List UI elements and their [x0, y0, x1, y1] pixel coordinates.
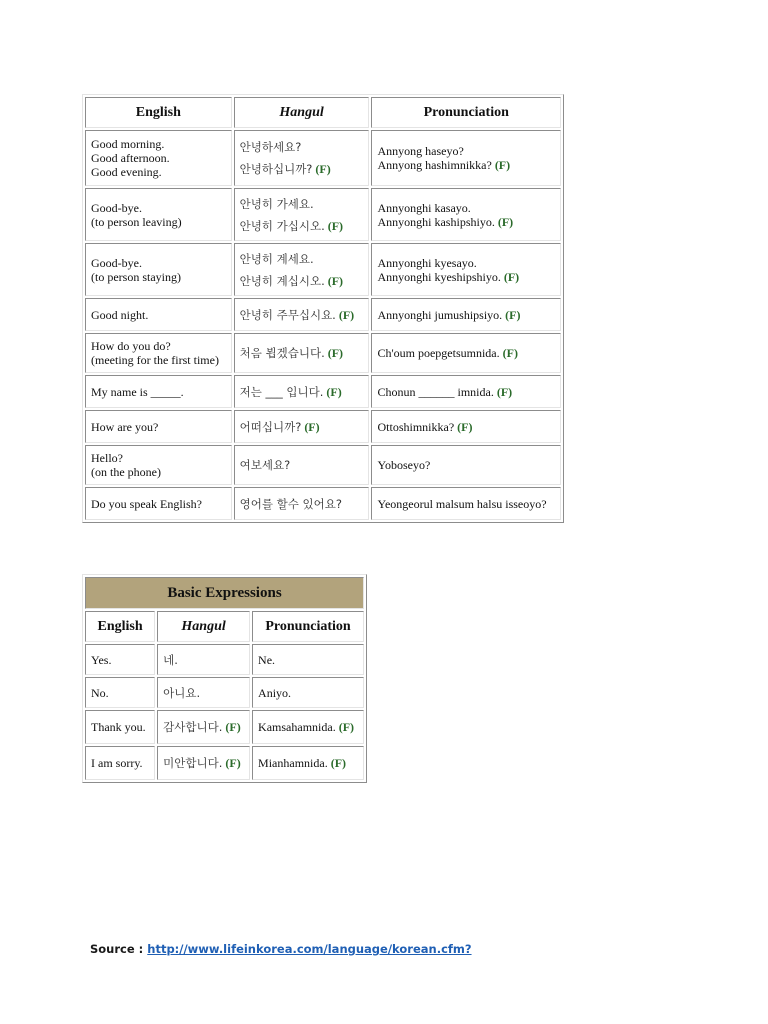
- source-line: [90, 942, 472, 956]
- source-link[interactable]: http://www.lifeinkorea.com/language/korean.cfm?: [147, 942, 472, 956]
- pronunciation-cell: [371, 298, 561, 331]
- formal-marker: (F): [502, 346, 518, 360]
- pronunciation-line: [258, 653, 358, 667]
- header-english: English: [85, 611, 155, 642]
- source-label: Source :: [90, 942, 148, 956]
- formal-marker: (F): [497, 214, 514, 229]
- pronunciation-text: Ch'oum poepgetsumnida.: [377, 346, 500, 360]
- english-text: (to person leaving): [91, 214, 182, 229]
- formal-marker: (F): [503, 269, 520, 284]
- english-cell: [85, 644, 155, 675]
- pronunciation-cell: [252, 644, 364, 675]
- hangul-text: 어떠십니까?: [239, 419, 302, 434]
- hangul-text: 안녕히 가세요.: [239, 196, 314, 211]
- pronunciation-cell: [371, 243, 561, 296]
- table-row: [85, 710, 364, 744]
- pronunciation-line: [377, 458, 555, 472]
- formal-marker: (F): [505, 307, 521, 322]
- table-row: [85, 130, 561, 186]
- hangul-cell: [157, 644, 250, 675]
- hangul-line: [240, 158, 364, 180]
- formal-marker: (F): [327, 273, 344, 288]
- pronunciation-line: [377, 420, 555, 434]
- hangul-text: 안녕히 계십시오.: [239, 273, 325, 288]
- header-english: English: [85, 97, 232, 128]
- english-text: Good morning.: [91, 137, 165, 151]
- pronunciation-text: Mianhamnida.: [258, 756, 328, 770]
- english-text: Do you speak English?: [91, 496, 202, 511]
- pronunciation-text: Ne.: [258, 652, 276, 667]
- pronunciation-text: Yoboseyo?: [377, 458, 431, 472]
- pronunciation-line: [377, 270, 555, 284]
- english-cell: [85, 445, 232, 485]
- table-row: [85, 375, 561, 408]
- pronunciation-line: [258, 720, 358, 734]
- hangul-line: [240, 248, 364, 270]
- table-row: [85, 677, 364, 708]
- hangul-line: [163, 682, 244, 704]
- english-text: Good afternoon.: [91, 151, 170, 165]
- table-row: [85, 644, 364, 675]
- hangul-text: 안녕히 주무십시요.: [239, 307, 336, 322]
- english-text: (meeting for the first time): [91, 353, 219, 367]
- pronunciation-line: [377, 144, 555, 158]
- hangul-cell: [234, 375, 370, 408]
- hangul-text: 처음 뵙겠습니다.: [239, 346, 325, 360]
- formal-marker: (F): [330, 756, 347, 770]
- header-hangul: Hangul: [234, 97, 370, 128]
- hangul-line: [163, 716, 244, 738]
- table-caption: Basic Expressions: [85, 577, 364, 609]
- hangul-cell: [157, 746, 250, 780]
- hangul-line: [240, 416, 364, 438]
- pronunciation-text: Annyonghi jumushipsiyo.: [377, 307, 503, 322]
- basic-header-row: [85, 611, 364, 642]
- hangul-text: 미안합니다.: [163, 756, 223, 770]
- pronunciation-line: [377, 201, 555, 215]
- english-cell: [85, 243, 232, 296]
- pronunciation-line: [377, 385, 555, 399]
- hangul-text: 아니요.: [163, 685, 201, 700]
- pronunciation-cell: [371, 445, 561, 485]
- english-text: Good night.: [91, 307, 149, 322]
- hangul-text: 영어를 할수 있어요?: [239, 496, 342, 511]
- pronunciation-text: Kamsahamnida.: [258, 720, 336, 734]
- hangul-cell: [234, 130, 370, 186]
- hangul-text: 안녕히 계세요.: [239, 251, 314, 266]
- pronunciation-text: Annyonghi kasayo.: [377, 200, 471, 215]
- hangul-cell: [234, 487, 370, 520]
- pronunciation-cell: [371, 333, 561, 373]
- english-cell: [85, 410, 232, 443]
- table-row: [85, 445, 561, 485]
- header-hangul: Hangul: [157, 611, 250, 642]
- hangul-cell: [234, 333, 370, 373]
- english-cell: [85, 746, 155, 780]
- formal-marker: (F): [496, 384, 513, 399]
- pronunciation-cell: [371, 410, 561, 443]
- header-pronunciation: Pronunciation: [371, 97, 561, 128]
- hangul-cell: [234, 445, 370, 485]
- english-cell: [85, 298, 232, 331]
- hangul-text: 여보세요?: [239, 458, 291, 472]
- english-cell: [85, 677, 155, 708]
- hangul-cell: [157, 677, 250, 708]
- english-text: Good evening.: [91, 165, 162, 179]
- pronunciation-line: [258, 756, 358, 770]
- pronunciation-line: [377, 215, 555, 229]
- formal-marker: (F): [457, 419, 473, 434]
- english-text: Hello?: [91, 451, 123, 465]
- hangul-line: [240, 454, 364, 476]
- pronunciation-cell: [371, 130, 561, 186]
- table-row: [85, 487, 561, 520]
- english-cell: [85, 130, 232, 186]
- english-text: Good-bye.: [91, 255, 142, 270]
- english-cell: [85, 487, 232, 520]
- table-row: [85, 298, 561, 331]
- pronunciation-line: [377, 158, 555, 172]
- pronunciation-cell: [252, 677, 364, 708]
- header-pronunciation: Pronunciation: [252, 611, 364, 642]
- formal-marker: (F): [225, 756, 241, 770]
- hangul-line: [240, 136, 364, 158]
- hangul-text: 네.: [163, 652, 178, 667]
- formal-marker: (F): [338, 307, 355, 322]
- english-text: Thank you.: [91, 720, 146, 734]
- english-text: Yes.: [91, 652, 112, 667]
- hangul-text: 저는 ___ 입니다.: [239, 384, 324, 399]
- formal-marker: (F): [326, 384, 342, 399]
- english-text: I am sorry.: [91, 756, 143, 770]
- english-cell: [85, 710, 155, 744]
- hangul-line: [240, 304, 364, 326]
- english-text: How do you do?: [91, 339, 171, 353]
- pronunciation-line: [377, 497, 555, 511]
- pronunciation-cell: [252, 746, 364, 780]
- formal-marker: (F): [494, 158, 511, 172]
- hangul-cell: [234, 410, 370, 443]
- hangul-cell: [234, 243, 370, 296]
- caption-row: [85, 577, 364, 609]
- formal-marker: (F): [338, 720, 355, 734]
- hangul-line: [240, 270, 364, 292]
- english-text: No.: [91, 685, 109, 700]
- hangul-cell: [234, 188, 370, 241]
- hangul-line: [240, 342, 364, 364]
- english-text: (to person staying): [91, 269, 181, 284]
- hangul-line: [163, 649, 244, 671]
- pronunciation-text: Annyonghi kyeshipshiyo.: [377, 269, 501, 284]
- pronunciation-line: [377, 346, 555, 360]
- pronunciation-text: Chonun ______ imnida.: [377, 384, 494, 399]
- pronunciation-line: [377, 256, 555, 270]
- formal-marker: (F): [315, 162, 331, 176]
- pronunciation-text: Annyonghi kashipshiyo.: [377, 214, 495, 229]
- phrases-header-row: [85, 97, 561, 128]
- pronunciation-line: [258, 686, 358, 700]
- pronunciation-cell: [252, 710, 364, 744]
- table-row: [85, 333, 561, 373]
- pronunciation-text: Annyong hashimnikka?: [377, 158, 492, 172]
- formal-marker: (F): [327, 218, 344, 233]
- pronunciation-cell: [371, 188, 561, 241]
- hangul-line: [240, 215, 364, 237]
- hangul-text: 안녕하십니까?: [239, 162, 313, 176]
- hangul-line: [240, 493, 364, 515]
- hangul-text: 안녕하세요?: [239, 140, 302, 154]
- formal-marker: (F): [327, 346, 344, 360]
- table-row: [85, 243, 561, 296]
- basic-expressions-table: [82, 574, 367, 783]
- hangul-line: [240, 381, 364, 403]
- pronunciation-text: Annyong haseyo?: [377, 144, 464, 158]
- formal-marker: (F): [304, 419, 320, 434]
- table-row: [85, 188, 561, 241]
- table-row: [85, 410, 561, 443]
- hangul-line: [240, 193, 364, 215]
- pronunciation-text: Ottoshimnikka?: [377, 419, 455, 434]
- pronunciation-text: Annyonghi kyesayo.: [377, 255, 477, 270]
- english-text: How are you?: [91, 419, 159, 434]
- hangul-text: 안녕히 가십시오.: [239, 218, 325, 233]
- pronunciation-cell: [371, 487, 561, 520]
- pronunciation-cell: [371, 375, 561, 408]
- english-text: Good-bye.: [91, 200, 142, 215]
- hangul-text: 감사합니다.: [163, 720, 223, 734]
- hangul-cell: [157, 710, 250, 744]
- table-row: [85, 746, 364, 780]
- english-cell: [85, 375, 232, 408]
- hangul-line: [163, 752, 244, 774]
- hangul-cell: [234, 298, 370, 331]
- phrases-table: [82, 94, 564, 523]
- english-cell: [85, 188, 232, 241]
- english-text: My name is _____.: [91, 384, 184, 399]
- formal-marker: (F): [225, 720, 241, 734]
- english-text: (on the phone): [91, 465, 161, 479]
- pronunciation-text: Yeongeorul malsum halsu isseoyo?: [377, 496, 547, 511]
- pronunciation-text: Aniyo.: [258, 685, 292, 700]
- pronunciation-line: [377, 308, 555, 322]
- english-cell: [85, 333, 232, 373]
